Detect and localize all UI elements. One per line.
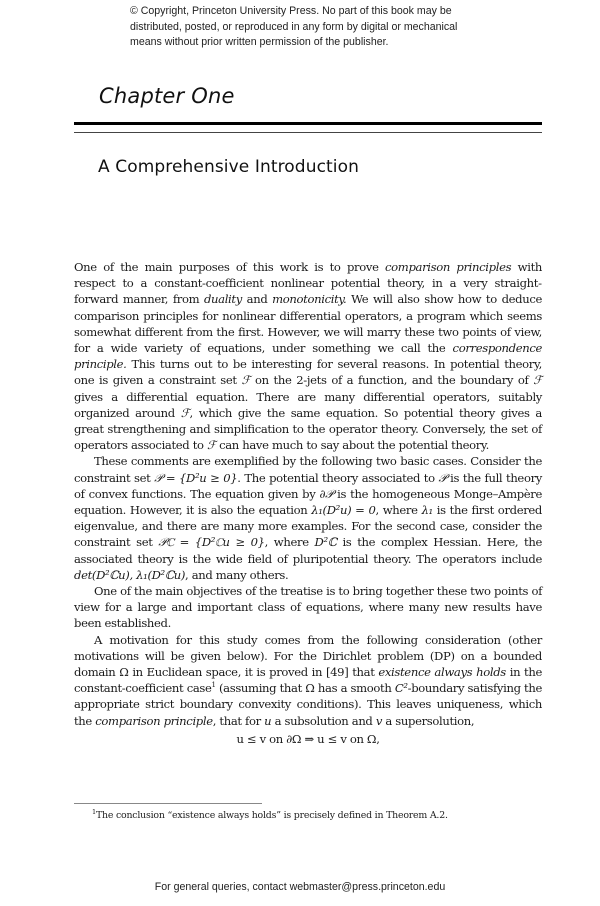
emphasis: comparison principles bbox=[385, 260, 512, 274]
text-run: , where bbox=[375, 503, 422, 518]
math-expression: det(D²ℂu), λ₁(D²ℂu) bbox=[74, 567, 186, 582]
text-run: -boundary satisfying the appropriate strict boundary convexity conditions). This leaves uniqueness, which the bbox=[74, 681, 542, 728]
text-run: One of the main purposes of this work is to prove bbox=[74, 260, 386, 274]
text-run: . The potential theory associated to bbox=[237, 470, 439, 485]
footnote-rule bbox=[74, 803, 262, 804]
text-run: (assuming that Ω has a smooth bbox=[215, 681, 395, 696]
copyright-notice bbox=[130, 4, 470, 51]
copyright-line-3: means without prior written permission of the publisher. bbox=[130, 36, 389, 48]
footnote-marker: 1 bbox=[92, 808, 96, 816]
copyright-line-2: distributed, posted, or reproduced in any form by digital or mechanical bbox=[130, 20, 458, 33]
chapter-rule-thin bbox=[74, 132, 542, 133]
text-run: is the first ordered eigenvalue, and there are many more examples. For the second case, consider the constraint set bbox=[74, 503, 542, 550]
text-run: , and many others. bbox=[185, 567, 289, 582]
text-run: A motivation for this study comes from the following consideration (other motivations will be given below). For the Dirichlet problem (DP) on a bounded domain Ω in Euclidean space, it is proved in [49] that bbox=[74, 632, 542, 680]
emphasis: monotonicity. bbox=[272, 292, 347, 307]
text-run: gives a differential equation. There are many differential operators, suitably organized around bbox=[74, 389, 542, 420]
chapter-rule-thick bbox=[74, 122, 542, 125]
text-run: with respect to a constant-coefficient nonlinear potential theory, in a very straightforward manner, from bbox=[74, 260, 542, 307]
text-run: and bbox=[241, 292, 273, 307]
text-run: a subsolution and bbox=[271, 713, 376, 728]
paragraph-4 bbox=[74, 632, 542, 729]
text-run: in the constant-coefficient case bbox=[74, 665, 542, 696]
math-symbol: ℱ bbox=[180, 405, 190, 420]
text-run: , that for bbox=[212, 713, 265, 728]
text-run: is the full theory of convex functions. The equation given by bbox=[74, 470, 542, 501]
footnote-reference[interactable]: 1 bbox=[211, 681, 216, 690]
paragraph-1 bbox=[74, 259, 542, 453]
text-run: , where bbox=[264, 535, 315, 550]
math-expression: 𝒫 = {D²u ≥ 0} bbox=[154, 470, 238, 485]
math-symbol: λ₁ bbox=[421, 503, 433, 518]
math-symbol: D²ℂ bbox=[314, 535, 337, 550]
math-symbol: ∂𝒫 bbox=[319, 486, 334, 501]
math-symbol: ℱ bbox=[241, 373, 251, 388]
math-symbol: 𝒫 bbox=[438, 470, 447, 485]
math-expression: 𝒫ℂ = {D²ℂu ≥ 0} bbox=[158, 535, 265, 550]
math-symbol: ℱ bbox=[533, 373, 542, 388]
math-symbol: ℱ bbox=[207, 438, 216, 453]
footer-contact: For general queries, contact webmaster@press.princeton.edu bbox=[154, 881, 446, 893]
text-run: is the homogeneous Monge–Ampère equation. However, it is also the equation bbox=[74, 486, 542, 518]
copyright-line-1: © Copyright, Princeton University Press. No part of this book may be bbox=[130, 5, 452, 17]
emphasis: duality bbox=[203, 292, 242, 307]
text-run: These comments are exemplified by the following two basic cases. Consider the constraint set bbox=[74, 454, 542, 485]
text-run: This turns out to be interesting for several reasons. In potential theory, one is given a constraint set bbox=[74, 357, 542, 388]
text-run: on the 2-jets of a function, and the boundary of bbox=[250, 373, 534, 388]
math-symbol: v bbox=[375, 713, 383, 728]
text-run: , which give the same equation. So potential theory gives a great strengthening and simplification to the operator theory. Conversely, the set of operators associated to bbox=[74, 405, 542, 453]
paragraph-2 bbox=[74, 453, 542, 583]
emphasis: correspondence principle. bbox=[74, 341, 542, 372]
body-text bbox=[74, 259, 542, 747]
text-run: can have much to say about the potential theory. bbox=[215, 438, 489, 453]
math-symbol: C² bbox=[394, 681, 408, 696]
emphasis: existence always holds bbox=[378, 665, 506, 680]
chapter-label: Chapter One bbox=[99, 84, 235, 108]
footnote bbox=[92, 806, 542, 822]
text-run: We will also show how to deduce comparison principles for nonlinear differential operators, a program which seems somewhat different from the first. However, we will marry these two points of view, for a wide variety of equations, under something we call the bbox=[74, 292, 542, 356]
section-title: A Comprehensive Introduction bbox=[98, 157, 359, 177]
math-expression: λ₁(D²u) = 0 bbox=[311, 503, 376, 518]
footnote-text: The conclusion “existence always holds” is precisely defined in Theorem A.2. bbox=[95, 810, 448, 822]
text-run: is the complex Hessian. Here, the associated theory is the wide field of pluripotential theory. The operators include bbox=[74, 535, 542, 566]
math-symbol: u bbox=[264, 713, 272, 728]
paragraph-3: One of the main objectives of the treatise is to bring together these two points of view for a large and important class of equations, where many new results have been established. bbox=[74, 584, 543, 631]
emphasis: comparison principle bbox=[95, 713, 213, 728]
text-run: a supersolution, bbox=[382, 713, 475, 728]
display-equation: u ≤ v on ∂Ω ⇒ u ≤ v on Ω, bbox=[236, 731, 380, 746]
